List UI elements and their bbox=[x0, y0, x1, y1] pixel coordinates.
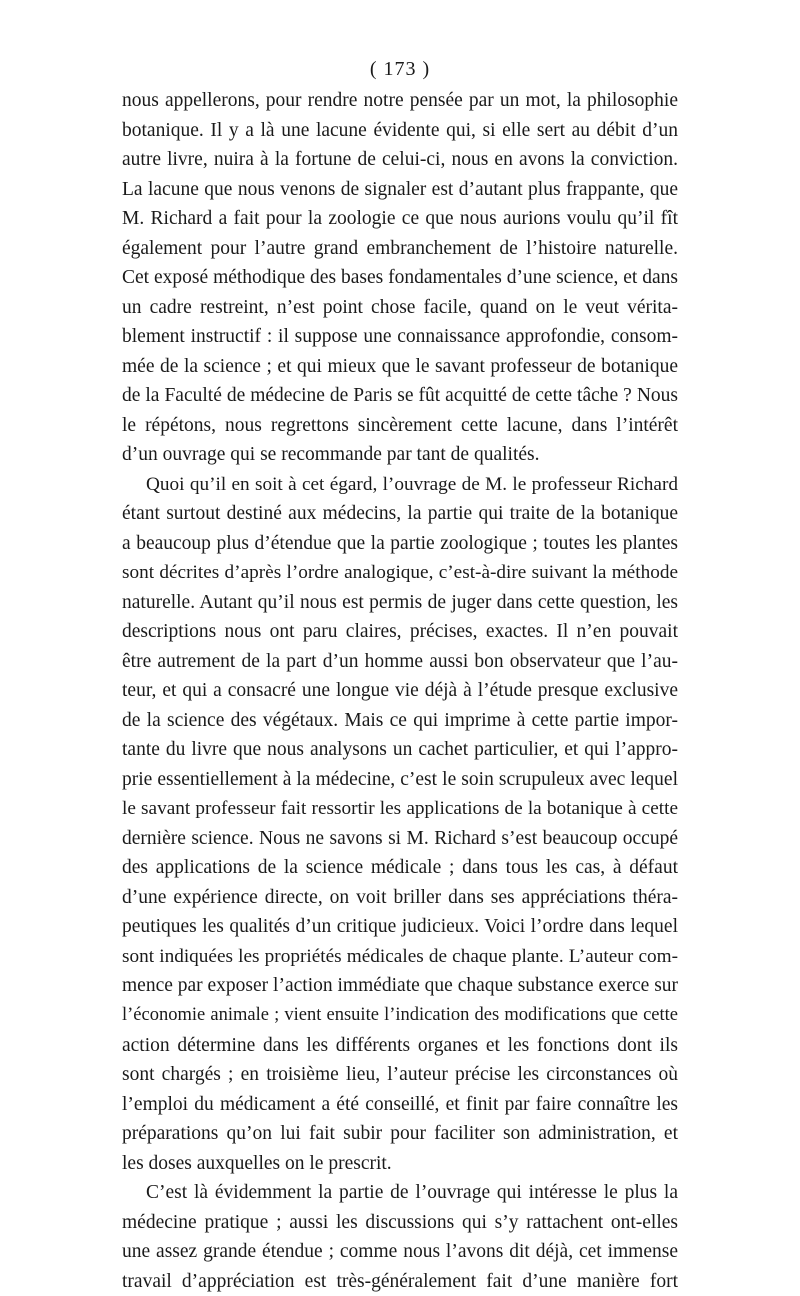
text-line: action détermine dans les différents organes et les fonctions dont ils bbox=[122, 1034, 678, 1056]
text-line: peutiques les qualités d’un critique judicieux. Voici l’ordre dans lequel bbox=[122, 916, 678, 938]
text-line: M. Richard a fait pour la zoologie ce que nous aurions voulu qu’il fît bbox=[122, 208, 678, 230]
text-line: botanique. Il y a là une lacune évidente qui, si elle sert au débit d’un bbox=[122, 119, 678, 141]
text-line: un cadre restreint, n’est point chose facile, quand on le veut vérita- bbox=[122, 296, 678, 318]
text-line: travail d’appréciation est très-généralement fait d’une manière fort bbox=[122, 1270, 678, 1292]
text-line: de la science des végétaux. Mais ce qui imprime à cette partie impor- bbox=[122, 709, 678, 731]
page-number: ( 173 ) bbox=[369, 58, 431, 80]
text-line: une assez grande étendue ; comme nous l’avons dit déjà, cet immense bbox=[122, 1241, 678, 1263]
text-line: sont indiquées les propriétés médicales de chaque plante. L’auteur com- bbox=[122, 945, 678, 967]
text-line: dernière science. Nous ne savons si M. Richard s’est beaucoup occupé bbox=[122, 827, 678, 849]
text-line: préparations qu’on lui fait subir pour faciliter son administration, et bbox=[122, 1123, 678, 1145]
text-line: les doses auxquelles on le prescrit. bbox=[122, 1152, 392, 1174]
text-line: étant surtout destiné aux médecins, la partie qui traite de la botanique bbox=[122, 503, 678, 525]
text-line: l’emploi du médicament a été conseillé, et finit par faire connaître les bbox=[122, 1093, 678, 1115]
text-line: Cet exposé méthodique des bases fondamentales d’une science, et dans bbox=[122, 267, 678, 289]
text-line: le savant professeur fait ressortir les applications de la botanique à cette bbox=[122, 798, 678, 820]
text-line: le répétons, nous regrettons sincèrement cette lacune, dans l’intérêt bbox=[122, 414, 678, 436]
text-line: sont décrites d’après l’ordre analogique, c’est-à-dire suivant la méthode bbox=[122, 562, 678, 584]
text-line: Quoi qu’il en soit à cet égard, l’ouvrage de M. le professeur Richard bbox=[146, 473, 678, 495]
text-line: naturelle. Autant qu’il nous est permis de juger dans cette question, les bbox=[122, 591, 678, 613]
text-line: sont chargés ; en troisième lieu, l’auteur précise les circonstances où bbox=[122, 1064, 678, 1086]
text-line: teur, et qui a consacré une longue vie déjà à l’étude presque exclusive bbox=[122, 680, 678, 702]
text-line: également pour l’autre grand embranchement de l’histoire naturelle. bbox=[122, 237, 678, 259]
text-line: C’est là évidemment la partie de l’ouvrage qui intéresse le plus la bbox=[146, 1182, 678, 1204]
text-line: l’économie animale ; vient ensuite l’indication des modifications que cette bbox=[122, 1004, 678, 1025]
text-line: tante du livre que nous analysons un cachet particulier, et qui l’appro- bbox=[122, 739, 678, 761]
text-line: descriptions nous ont paru claires, précises, exactes. Il n’en pouvait bbox=[122, 621, 678, 643]
text-line: être autrement de la part d’un homme aussi bon observateur que l’au- bbox=[122, 650, 678, 672]
text-line: mence par exposer l’action immédiate que chaque substance exerce sur bbox=[122, 975, 678, 997]
text-line: des applications de la science médicale ; dans tous les cas, à défaut bbox=[122, 857, 678, 879]
text-line: blement instructif : il suppose une connaissance approfondie, consom- bbox=[122, 326, 678, 348]
text-line: a beaucoup plus d’étendue que la partie zoologique ; toutes les plantes bbox=[122, 532, 678, 554]
text-line: autre livre, nuira à la fortune de celui-ci, nous en avons la conviction. bbox=[122, 149, 678, 171]
text-line: La lacune que nous venons de signaler est d’autant plus frappante, que bbox=[122, 178, 678, 200]
text-line: médecine pratique ; aussi les discussions qui s’y rattachent ont-elles bbox=[122, 1211, 678, 1233]
text-line: mée de la science ; et qui mieux que le savant professeur de botanique bbox=[122, 355, 678, 377]
text-line: de la Faculté de médecine de Paris se fût acquitté de cette tâche ? Nous bbox=[122, 385, 678, 407]
text-line: d’un ouvrage qui se recommande par tant de qualités. bbox=[122, 444, 540, 466]
text-line: d’une expérience directe, on voit briller dans ses appréciations théra- bbox=[122, 886, 678, 908]
text-line: prie essentiellement à la médecine, c’est le soin scrupuleux avec lequel bbox=[122, 768, 678, 790]
body-text bbox=[122, 86, 678, 1296]
text-line: nous appellerons, pour rendre notre pensée par un mot, la philosophie bbox=[122, 90, 678, 111]
